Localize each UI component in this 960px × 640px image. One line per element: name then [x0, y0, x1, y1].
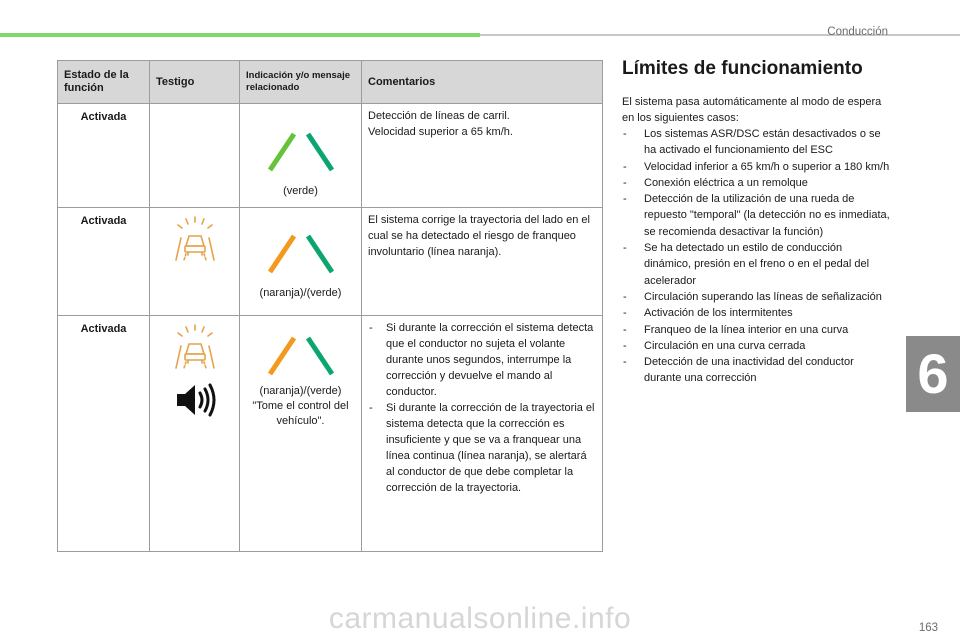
indication-text: (naranja)/(verde)	[259, 287, 342, 299]
comments-list	[368, 320, 596, 496]
state-cell: Activada	[58, 104, 150, 208]
list-item: - Conexión eléctrica a un remolque	[622, 175, 890, 191]
header-testigo: Testigo	[150, 61, 240, 104]
table-row	[58, 104, 603, 208]
list-item: - Detección de una inactividad del conductor durante una corrección	[622, 354, 890, 387]
watermark: carmanualsonline.info	[328, 602, 632, 635]
status-table	[57, 60, 602, 552]
header-rule	[480, 34, 960, 36]
header-indicacion: Indicación y/o mensaje relacionado	[240, 61, 362, 104]
warning-light-cell	[150, 104, 240, 208]
chapter-tab: 6	[906, 336, 960, 412]
indication-cell	[240, 316, 362, 552]
intro-text: El sistema pasa automáticamente al modo de espera en los siguientes casos:	[622, 96, 882, 124]
table-row	[58, 208, 603, 316]
lane-lines-icon	[256, 126, 346, 174]
comment-line: El sistema corrige la trayectoria del lado en el cual se ha detectado el riesgo de franqueo involuntario (línea naranja).	[368, 214, 590, 258]
comment-line: Velocidad superior a 65 km/h.	[368, 126, 513, 138]
indication-cell	[240, 208, 362, 316]
comments-cell	[362, 104, 603, 208]
comment-line: Detección de líneas de carril.	[368, 110, 510, 122]
comments-cell	[362, 316, 603, 552]
list-item: - Detección de la utilización de una rueda de repuesto "temporal" (la detección no es inmediata, se recomienda desactivar la función)	[622, 191, 890, 240]
indication-text: (verde)	[283, 185, 318, 197]
indication-text: (naranja)/(verde)	[259, 385, 342, 397]
state-cell: Activada	[58, 316, 150, 552]
table-header-row	[58, 61, 603, 104]
list-item: - Si durante la corrección el sistema detecta que el conductor no sujeta el volante durante unos segundos, interrumpe la corrección y devuelve el mando al conductor.	[368, 320, 596, 400]
warning-light-cell	[150, 208, 240, 316]
header-accent-bar	[0, 33, 480, 37]
warning-light-cell	[150, 316, 240, 552]
list-item: - Velocidad inferior a 65 km/h o superior a 180 km/h	[622, 159, 890, 175]
indication-cell	[240, 104, 362, 208]
header-estado: Estado de la función	[58, 61, 150, 104]
lane-departure-warning-icon	[170, 322, 220, 372]
comments-cell	[362, 208, 603, 316]
section-title: Conducción	[827, 26, 888, 38]
lane-lines-icon	[256, 330, 346, 378]
section-heading: Límites de funcionamiento	[622, 58, 863, 79]
table-row	[58, 316, 603, 552]
list-item: - Franqueo de la línea interior en una curva	[622, 322, 890, 338]
list-item: - Circulación superando las líneas de señalización	[622, 289, 890, 305]
list-item: - Activación de los intermitentes	[622, 305, 890, 321]
list-item: - Circulación en una curva cerrada	[622, 338, 890, 354]
speaker-sound-icon	[173, 382, 217, 418]
state-cell: Activada	[58, 208, 150, 316]
lane-departure-warning-icon	[170, 214, 220, 264]
list-item: - Se ha detectado un estilo de conducción dinámico, presión en el freno o en el pedal del acelerador	[622, 240, 890, 289]
lane-lines-icon	[256, 228, 346, 276]
list-item: - Si durante la corrección de la trayectoria el sistema detecta que la corrección es insuficiente y que se va a franquear una línea continua (línea naranja), se alertará al conductor de que debe completar la corrección de la trayectoria.	[368, 400, 596, 496]
list-item: - Los sistemas ASR/DSC están desactivados o se ha activado el funcionamiento del ESC	[622, 126, 890, 159]
header-comentarios: Comentarios	[362, 61, 603, 104]
page-number: 163	[918, 622, 938, 634]
limits-list	[622, 126, 890, 387]
limits-section	[622, 58, 890, 387]
indication-message: "Tome el control del vehículo".	[252, 400, 349, 427]
